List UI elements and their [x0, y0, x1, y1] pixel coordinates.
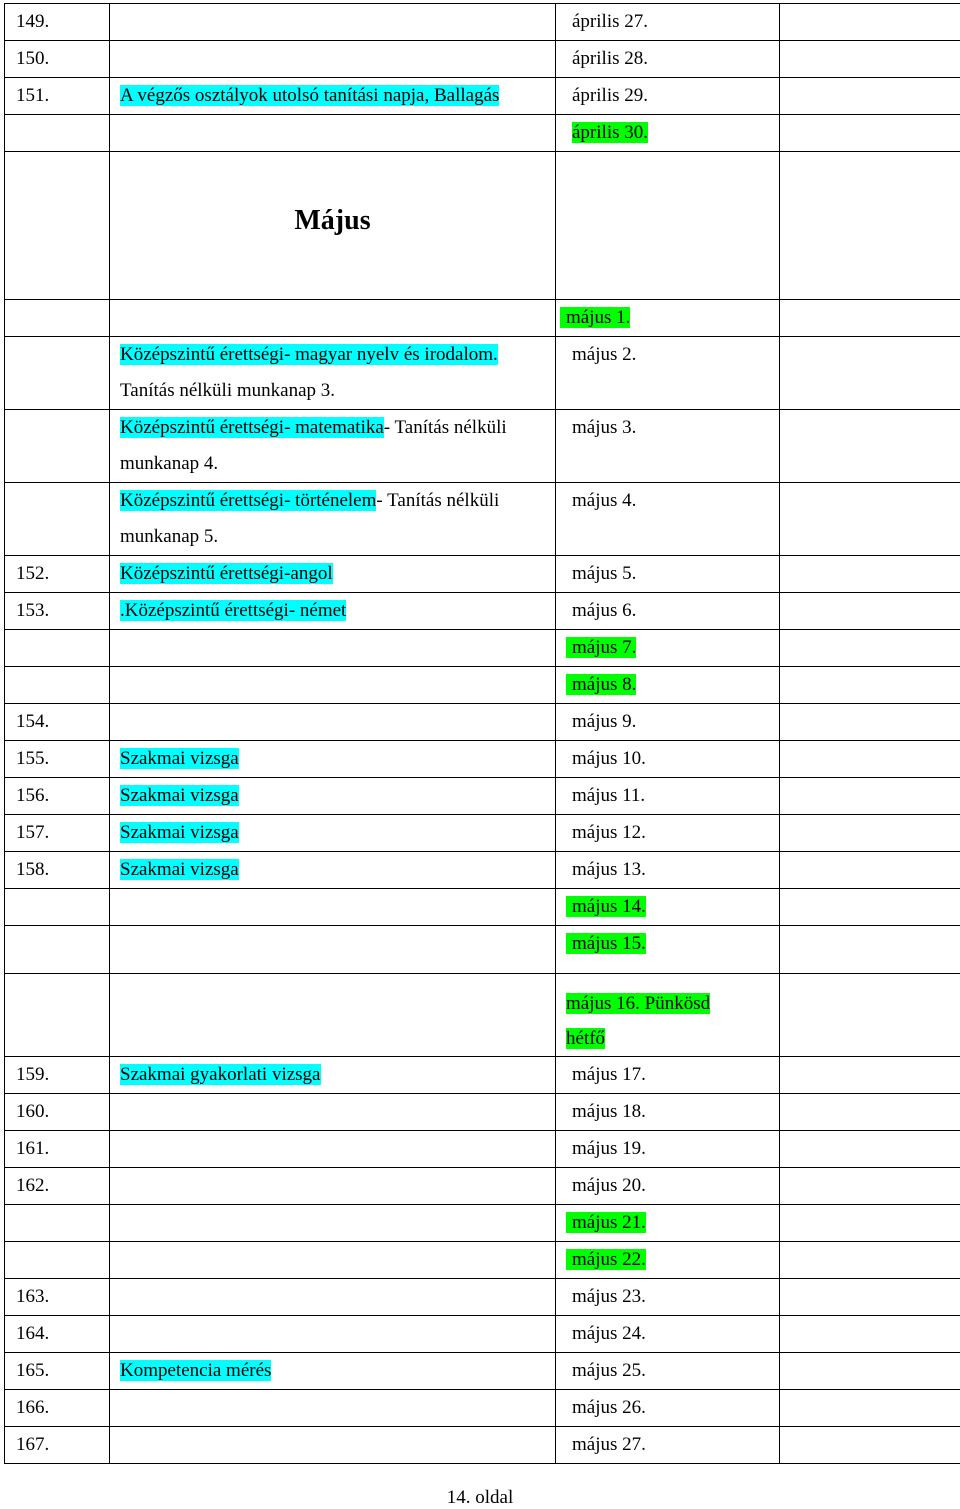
event-cell [110, 1094, 556, 1131]
date-text: május 20. [566, 1168, 646, 1204]
table-row [5, 593, 960, 630]
row-number [5, 1205, 110, 1242]
event-text: .Középszintű érettségi- német [120, 600, 346, 621]
notes-cell [780, 78, 960, 115]
event-cell [110, 337, 556, 410]
notes-cell [780, 1279, 960, 1316]
row-number: 155. [5, 741, 110, 778]
row-number: 163. [5, 1279, 110, 1316]
date-cell [556, 593, 780, 630]
row-number [5, 1242, 110, 1279]
row-number [5, 300, 110, 337]
row-number [5, 926, 110, 974]
event-cell [110, 974, 556, 1057]
notes-cell [780, 704, 960, 741]
notes-cell [780, 1205, 960, 1242]
notes-cell [780, 974, 960, 1057]
date-cell [556, 1316, 780, 1353]
notes-cell [780, 410, 960, 483]
row-number [5, 337, 110, 410]
event-text: Szakmai gyakorlati vizsga [120, 1064, 321, 1085]
table-row [5, 889, 960, 926]
date-text: május 10. [566, 741, 646, 777]
date-text: május 27. [566, 1427, 646, 1463]
table-row [5, 1131, 960, 1168]
table-row [5, 1242, 960, 1279]
row-number: 150. [5, 41, 110, 78]
notes-cell [780, 667, 960, 704]
date-cell [556, 1168, 780, 1205]
date-text: május 19. [566, 1131, 646, 1167]
event-cell [110, 4, 556, 41]
date-text: május 24. [566, 1316, 646, 1352]
event-text: Szakmai vizsga [120, 748, 239, 769]
row-number [5, 483, 110, 556]
notes-cell [780, 1390, 960, 1427]
event-cell [110, 630, 556, 667]
event-text: A végzős osztályok utolsó tanítási napja, Ballagás [120, 85, 499, 106]
notes-cell [780, 630, 960, 667]
event-cell [110, 667, 556, 704]
date-text: május 18. [566, 1094, 646, 1130]
event-text: Szakmai vizsga [120, 822, 239, 843]
date-text: május 12. [566, 815, 646, 851]
table-row [5, 741, 960, 778]
date-cell [556, 41, 780, 78]
date-cell [556, 741, 780, 778]
row-number: 152. [5, 556, 110, 593]
event-cell [110, 300, 556, 337]
date-cell [556, 704, 780, 741]
event-cell [110, 41, 556, 78]
calendar-table [4, 3, 960, 1464]
event-text: Kompetencia mérés [120, 1360, 271, 1381]
row-number: 167. [5, 1427, 110, 1464]
table-row [5, 1427, 960, 1464]
event-cell [110, 778, 556, 815]
event-cell [110, 115, 556, 152]
row-number [5, 889, 110, 926]
event-text: Középszintű érettségi- magyar nyelv és irodalom. [120, 344, 498, 365]
date-cell [556, 1094, 780, 1131]
table-row [5, 974, 960, 1057]
event-text-rest: Tanítás nélküli munkanap 3. [120, 380, 335, 401]
event-cell [110, 741, 556, 778]
notes-cell [780, 1168, 960, 1205]
table-row [5, 778, 960, 815]
notes-cell [780, 115, 960, 152]
date-text: május 13. [566, 852, 646, 888]
table-row [5, 410, 960, 483]
table-row [5, 1205, 960, 1242]
event-cell [110, 556, 556, 593]
event-cell [110, 78, 556, 115]
date-cell [556, 1205, 780, 1242]
event-cell [110, 1427, 556, 1464]
date-cell [556, 926, 780, 974]
notes-cell [780, 483, 960, 556]
notes-cell [780, 815, 960, 852]
event-cell [110, 926, 556, 974]
row-number: 158. [5, 852, 110, 889]
notes-cell [780, 1131, 960, 1168]
date-cell [556, 78, 780, 115]
table-row [5, 41, 960, 78]
notes-cell [780, 1316, 960, 1353]
date-text: április 30. [572, 122, 648, 143]
date-text: május 16. Pünkösd hétfő [566, 993, 710, 1049]
row-number: 166. [5, 1390, 110, 1427]
table-row [5, 4, 960, 41]
notes-cell [780, 556, 960, 593]
table-row [5, 1279, 960, 1316]
row-number: 153. [5, 593, 110, 630]
date-cell [556, 1242, 780, 1279]
date-text: május 15. [566, 933, 646, 954]
date-text: május 23. [566, 1279, 646, 1315]
notes-cell [780, 337, 960, 410]
event-text: Középszintű érettségi- történelem [120, 490, 376, 511]
event-text-rest: - Tanítás nélküli munkanap 5. [120, 490, 499, 547]
row-number: 162. [5, 1168, 110, 1205]
date-text: május 8. [566, 674, 636, 695]
table-row [5, 667, 960, 704]
date-text: május 14. [566, 896, 646, 917]
table-row [5, 704, 960, 741]
event-cell [110, 1279, 556, 1316]
date-text: május 1. [560, 307, 630, 328]
table-row [5, 926, 960, 974]
date-text: május 6. [566, 593, 636, 629]
table-row [5, 1094, 960, 1131]
notes-cell [780, 778, 960, 815]
event-cell [110, 1205, 556, 1242]
table-row [5, 483, 960, 556]
date-text: április 29. [566, 78, 648, 114]
page-number: 14. oldal [0, 1487, 960, 1509]
event-text: Szakmai vizsga [120, 785, 239, 806]
date-text: május 21. [566, 1212, 646, 1233]
date-text: május 4. [566, 483, 636, 519]
date-cell [556, 337, 780, 410]
table-row [5, 852, 960, 889]
notes-cell [780, 41, 960, 78]
event-cell [110, 410, 556, 483]
month-header-row [5, 152, 960, 300]
table-row [5, 115, 960, 152]
month-title: Május [110, 152, 555, 238]
row-number [5, 974, 110, 1057]
date-text: május 26. [566, 1390, 646, 1426]
event-cell [110, 1390, 556, 1427]
date-cell [556, 778, 780, 815]
event-cell [110, 889, 556, 926]
date-text: április 28. [566, 41, 648, 77]
date-cell [556, 115, 780, 152]
date-cell [556, 889, 780, 926]
row-number: 149. [5, 4, 110, 41]
row-number: 160. [5, 1094, 110, 1131]
notes-cell [780, 926, 960, 974]
row-number: 157. [5, 815, 110, 852]
date-cell [556, 4, 780, 41]
date-cell [556, 300, 780, 337]
date-text: május 2. [566, 337, 636, 373]
date-cell [556, 974, 780, 1057]
event-cell [110, 1131, 556, 1168]
date-text: május 9. [566, 704, 636, 740]
date-text: május 5. [566, 556, 636, 592]
notes-cell [780, 889, 960, 926]
table-row [5, 300, 960, 337]
row-number: 154. [5, 704, 110, 741]
event-cell [110, 1242, 556, 1279]
date-cell [556, 630, 780, 667]
row-number: 165. [5, 1353, 110, 1390]
event-cell [110, 483, 556, 556]
table-row [5, 815, 960, 852]
event-cell [110, 704, 556, 741]
event-text: Szakmai vizsga [120, 859, 239, 880]
date-cell [556, 667, 780, 704]
date-text: május 22. [566, 1249, 646, 1270]
date-text: május 11. [566, 778, 645, 814]
date-cell [556, 815, 780, 852]
date-text: május 7. [566, 637, 636, 658]
notes-cell [780, 1427, 960, 1464]
date-cell [556, 1390, 780, 1427]
date-text: május 25. [566, 1353, 646, 1389]
table-row [5, 78, 960, 115]
event-text: Középszintű érettségi- matematika [120, 417, 384, 438]
date-cell [556, 1279, 780, 1316]
event-cell [110, 1057, 556, 1094]
notes-cell [780, 1242, 960, 1279]
notes-cell [780, 852, 960, 889]
row-number: 159. [5, 1057, 110, 1094]
date-cell [556, 852, 780, 889]
notes-cell [780, 1057, 960, 1094]
notes-cell [780, 593, 960, 630]
date-text: május 3. [566, 410, 636, 446]
event-cell [110, 815, 556, 852]
notes-cell [780, 300, 960, 337]
row-number [5, 410, 110, 483]
row-number [5, 115, 110, 152]
row-number: 151. [5, 78, 110, 115]
row-number: 161. [5, 1131, 110, 1168]
date-cell [556, 1427, 780, 1464]
table-row [5, 1390, 960, 1427]
table-row [5, 1316, 960, 1353]
event-cell [110, 852, 556, 889]
event-cell [110, 1353, 556, 1390]
date-cell [556, 1057, 780, 1094]
row-number: 156. [5, 778, 110, 815]
notes-cell [780, 741, 960, 778]
event-text: Középszintű érettségi-angol [120, 563, 333, 584]
event-cell [110, 1316, 556, 1353]
table-row [5, 1168, 960, 1205]
notes-cell [780, 1094, 960, 1131]
date-cell [556, 1131, 780, 1168]
date-cell [556, 1353, 780, 1390]
table-row [5, 337, 960, 410]
date-cell [556, 483, 780, 556]
date-text: május 17. [566, 1057, 646, 1093]
table-row [5, 556, 960, 593]
event-cell [110, 593, 556, 630]
notes-cell [780, 4, 960, 41]
date-cell [556, 410, 780, 483]
table-row [5, 1057, 960, 1094]
row-number [5, 630, 110, 667]
date-cell [556, 556, 780, 593]
table-row [5, 1353, 960, 1390]
event-text-rest: - Tanítás nélküli munkanap 4. [120, 417, 507, 474]
row-number [5, 667, 110, 704]
row-number: 164. [5, 1316, 110, 1353]
notes-cell [780, 1353, 960, 1390]
date-text: április 27. [566, 4, 648, 40]
event-cell [110, 1168, 556, 1205]
table-row [5, 630, 960, 667]
